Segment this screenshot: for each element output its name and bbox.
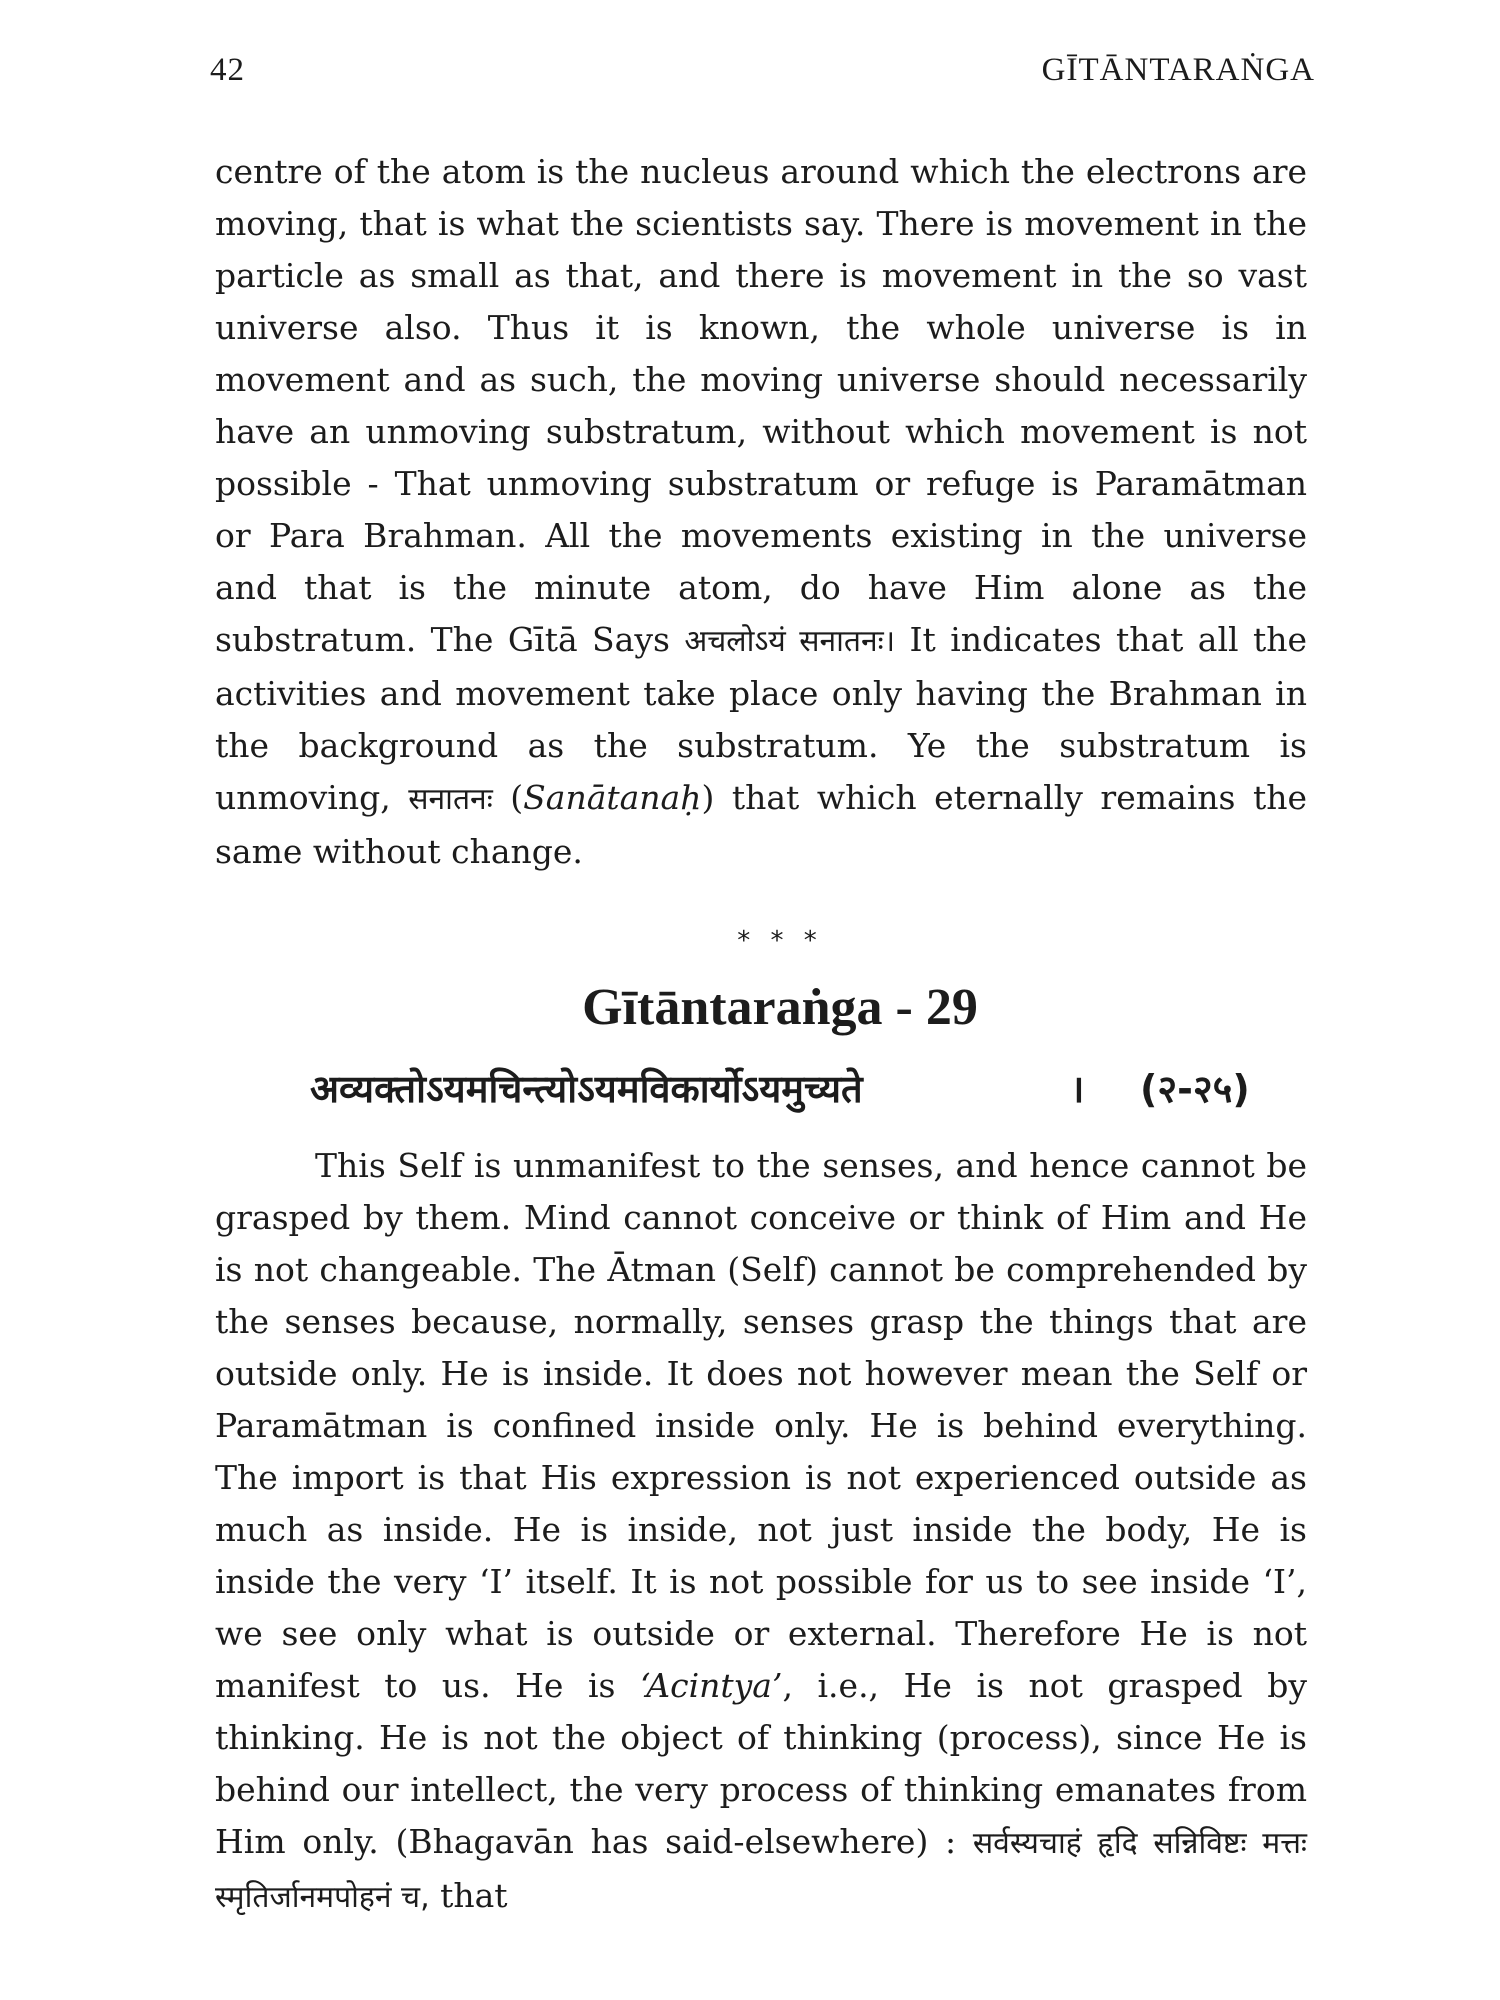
text-segment: ) that <box>701 778 800 817</box>
text-segment: substratum. The Gītā Says <box>215 620 685 659</box>
sanskrit-quote: सर्वस्यचाहं हृदि सन्निविष्टः मत्तः स्मृतिर्जानमपोहनं च, <box>215 1826 1307 1915</box>
text-line: Para Brahman. All the movements existing in the universe <box>269 516 1307 555</box>
text-segment: , i.e., He is not grasped by thinking. He is not the object of thinking (process), since He is behind our intellect, the very process of thinking emanates from Him only. (Bhagavān has said-elsewhere) : <box>215 1666 1307 1861</box>
text-segment: This Self is unmanifest to the senses, and hence cannot be grasped by them. Mind cannot conceive or think of Him and He is not changeable. The Ātman (Self) cannot be comprehended by the senses because, normally, senses grasp the things that are outside only. He is inside. It does not however mean the Self or Paramātman is confined inside only. He is behind everything. The import is that His expression is not experienced outside as much as inside. He is inside, not just inside the body, He is inside the very ‘I’ itself. It is not possible for us to see inside ‘I’, we see only what is outside or external. Therefore He is not manifest to us. He is <box>215 1146 1307 1705</box>
page-number: 42 <box>210 52 245 88</box>
text-line: is movement in the particle as small as that, and there is <box>215 204 1307 295</box>
verse-text: अव्यक्तोऽयमचिन्त्योऽयमविकार्योऽयमुच्यते <box>310 1067 863 1111</box>
sanskrit-phrase: अचलोऽयं सनातनः। <box>684 624 896 659</box>
italic-term: ‘Acintya’ <box>640 1666 783 1705</box>
text-segment: ( <box>492 778 524 817</box>
text-segment: that <box>429 1876 508 1915</box>
transliteration: Sanātanaḥ <box>523 778 702 817</box>
text-line: centre of the atom is the nucleus around which the <box>215 152 1075 191</box>
text-line: movement in the so vast universe also. Thus it is known, <box>215 256 1307 347</box>
paragraph-continuation <box>215 146 1307 878</box>
text-line: substratum, without which movement is not possible - <box>215 412 1308 503</box>
text-line: and that is the minute atom, do have Him alone as the <box>215 568 1307 607</box>
text-line: the whole universe is in movement and as such, the moving <box>215 308 1307 399</box>
text-line: That unmoving substratum or refuge is Paramātman or <box>215 464 1307 555</box>
text-line: universe should necessarily have an unmoving <box>215 360 1307 451</box>
sanskrit-word: सनातनः <box>408 782 493 817</box>
section-heading: Gītāntaraṅga - 29 <box>582 979 978 1036</box>
text-line: all the activities and movement take place only having <box>215 620 1308 713</box>
text-segment: the substratum is unmoving, <box>215 726 1307 817</box>
text-line: which eternally remains the same without change. <box>215 778 1307 871</box>
verse-reference: (२-२५) <box>1140 1067 1250 1111</box>
running-title: GĪTĀNTARAṄGA <box>1041 52 1315 88</box>
text-segment: It indicates that <box>895 620 1184 659</box>
running-header <box>210 52 1315 92</box>
commentary-paragraph <box>215 1140 1307 1924</box>
sanskrit-verse <box>310 1062 1300 1122</box>
section-separator: * * * <box>737 926 823 956</box>
text-line: electrons are moving, that is what the scientists say. There <box>215 152 1307 243</box>
text-line: the Brahman in the background as the substratum. Ye <box>215 674 1307 765</box>
verse-danda: । <box>1070 1067 1085 1111</box>
